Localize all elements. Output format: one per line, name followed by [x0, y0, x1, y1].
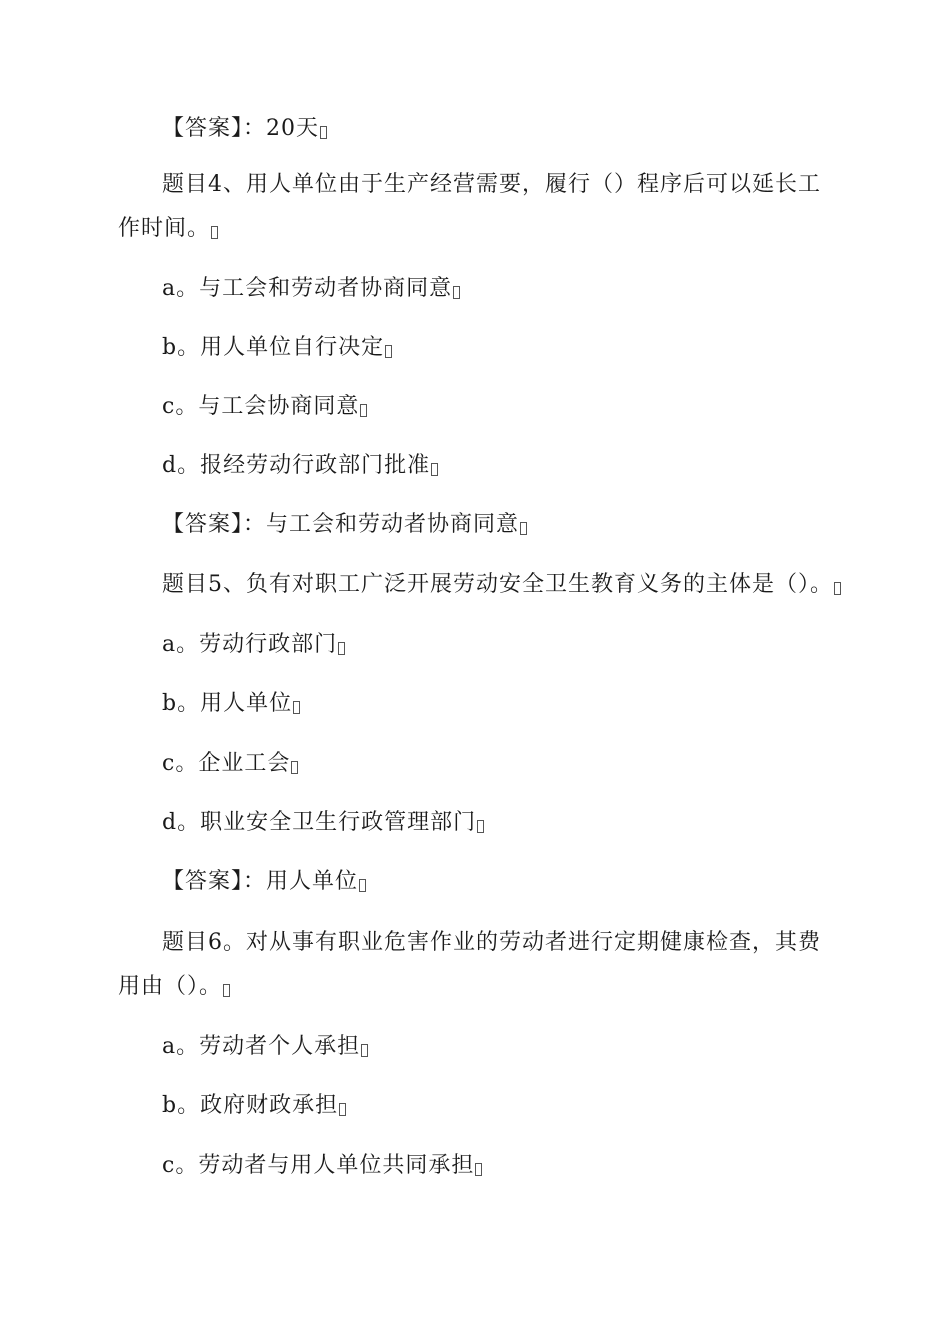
option-text: b。政府财政承担: [162, 1093, 339, 1118]
paragraph-mark-icon: [320, 126, 327, 139]
paragraph-mark-icon: [361, 1044, 368, 1057]
paragraph-mark-icon: [211, 226, 218, 239]
option-c-q6: [162, 1151, 482, 1181]
question-stem-q5: [162, 570, 841, 600]
question-text: 题目4、用人单位由于生产经营需要，履行（）程序后可以延长工作时间。: [118, 172, 821, 241]
option-d-q4: [162, 451, 438, 481]
paragraph-mark-icon: [431, 463, 438, 476]
paragraph-mark-icon: [385, 345, 392, 358]
paragraph-mark-icon: [338, 642, 345, 655]
answer-line-q4: [162, 510, 527, 540]
answer-line-q3: [162, 114, 327, 144]
paragraph-mark-icon: [477, 820, 484, 833]
option-text: d。职业安全卫生行政管理部门: [162, 810, 477, 835]
option-text: c。劳动者与用人单位共同承担: [162, 1153, 475, 1178]
answer-text: 【答案】：用人单位: [162, 869, 359, 894]
option-text: b。用人单位: [162, 691, 293, 716]
answer-line-q5: [162, 867, 366, 897]
paragraph-mark-icon: [453, 286, 460, 299]
option-text: c。与工会协商同意: [162, 394, 360, 419]
paragraph-mark-icon: [339, 1103, 346, 1116]
option-d-q5: [162, 808, 484, 838]
paragraph-mark-icon: [291, 761, 298, 774]
answer-text: 【答案】：20天: [162, 116, 319, 141]
option-text: a。劳动行政部门: [162, 632, 338, 657]
paragraph-mark-icon: [223, 984, 230, 997]
option-a-q4: [162, 274, 460, 304]
option-text: d。报经劳动行政部门批准: [162, 453, 431, 478]
option-a-q6: [162, 1032, 368, 1062]
paragraph-mark-icon: [293, 701, 300, 714]
option-text: a。与工会和劳动者协商同意: [162, 276, 453, 301]
paragraph-mark-icon: [360, 404, 367, 417]
paragraph-mark-icon: [475, 1163, 482, 1176]
paragraph-mark-icon: [359, 879, 366, 892]
option-b-q6: [162, 1091, 346, 1121]
paragraph-mark-icon: [834, 582, 841, 595]
option-c-q5: [162, 749, 298, 779]
option-text: b。用人单位自行决定: [162, 335, 385, 360]
option-b-q4: [162, 333, 392, 363]
answer-text: 【答案】：与工会和劳动者协商同意: [162, 512, 520, 537]
question-stem-q4: [118, 163, 830, 251]
option-c-q4: [162, 392, 367, 422]
question-text: 题目6。对从事有职业危害作业的劳动者进行定期健康检查，其费用由（）。: [118, 930, 821, 999]
question-text: 题目5、负有对职工广泛开展劳动安全卫生教育义务的主体是（）。: [162, 572, 833, 597]
option-b-q5: [162, 689, 300, 719]
option-a-q5: [162, 630, 345, 660]
question-stem-q6: [118, 921, 830, 1009]
paragraph-mark-icon: [520, 522, 527, 535]
option-text: c。企业工会: [162, 751, 291, 776]
option-text: a。劳动者个人承担: [162, 1034, 361, 1059]
